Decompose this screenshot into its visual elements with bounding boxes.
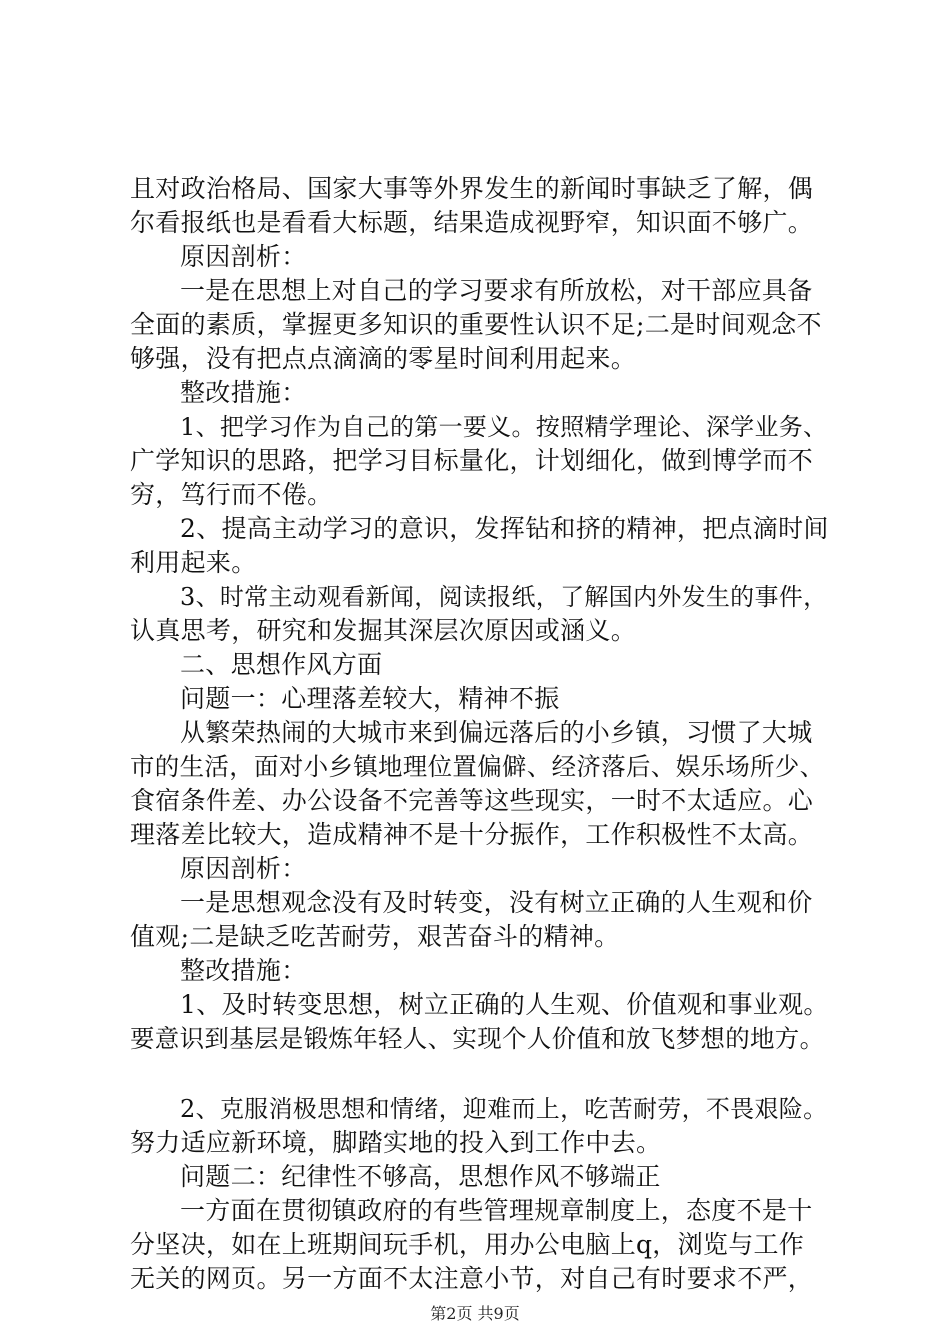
section-label: 原因剖析： [180, 242, 307, 271]
text-line: 认真思考，研究和发掘其深层次原因或涵义。 [130, 616, 637, 645]
problem-heading: 问题二：纪律性不够高，思想作风不够端正 [180, 1162, 661, 1191]
text-line: 理落差比较大，造成精神不是十分振作，工作积极性不太高。 [130, 820, 814, 849]
text-line: 努力适应新环境，脚踏实地的投入到工作中去。 [130, 1128, 662, 1157]
text-line: 广学知识的思路，把学习目标量化，计划细化，做到博学而不 [130, 446, 814, 475]
text-line: 分坚决，如在上班期间玩手机，用办公电脑上q，浏览与工作 [130, 1230, 805, 1259]
text-line: 利用起来。 [130, 548, 257, 577]
text-line: 一方面在贯彻镇政府的有些管理规章制度上，态度不是十 [180, 1196, 813, 1225]
page-number-footer: 第2页 共9页 [430, 1304, 520, 1323]
section-label: 整改措施： [180, 956, 307, 985]
text-line: 2、提高主动学习的意识，发挥钻和挤的精神，把点滴时间 [180, 514, 829, 543]
text-line: 无关的网页。另一方面不太注意小节，对自己有时要求不严， [130, 1264, 814, 1293]
text-line: 2、克服消极思想和情绪，迎难而上，吃苦耐劳，不畏艰险。 [180, 1095, 828, 1123]
text-line: 值观;二是缺乏吃苦耐劳，艰苦奋斗的精神。 [130, 922, 620, 951]
text-line: 1、把学习作为自己的第一要义。按照精学理论、深学业务、 [180, 413, 828, 441]
section-heading: 二、思想作风方面 [180, 650, 383, 679]
section-label: 原因剖析： [180, 854, 307, 883]
text-line: 要意识到基层是锻炼年轻人、实现个人价值和放飞梦想的地方。 [130, 1024, 825, 1053]
problem-heading: 问题一：心理落差较大，精神不振 [180, 684, 560, 713]
text-line: 食宿条件差、办公设备不完善等这些现实，一时不太适应。心 [130, 786, 814, 815]
text-line: 且对政治格局、国家大事等外界发生的新闻时事缺乏了解，偶 [130, 174, 814, 203]
text-line: 市的生活，面对小乡镇地理位置偏僻、经济落后、娱乐场所少、 [130, 752, 825, 781]
text-line: 3、时常主动观看新闻，阅读报纸，了解国内外发生的事件， [180, 583, 828, 611]
text-line: 够强，没有把点点滴滴的零星时间利用起来。 [130, 344, 637, 373]
text-line: 从繁荣热闹的大城市来到偏远落后的小乡镇，习惯了大城 [180, 718, 813, 747]
text-line: 穷，笃行而不倦。 [130, 480, 333, 509]
text-line: 全面的素质，掌握更多知识的重要性认识不足;二是时间观念不 [130, 310, 822, 339]
section-label: 整改措施： [180, 378, 307, 407]
text-line: 一是在思想上对自己的学习要求有所放松，对干部应具备 [180, 276, 813, 305]
text-line: 一是思想观念没有及时转变，没有树立正确的人生观和价 [180, 888, 813, 917]
text-line: 尔看报纸也是看看大标题，结果造成视野窄，知识面不够广。 [130, 208, 814, 237]
text-line: 1、及时转变思想，树立正确的人生观、价值观和事业观。 [180, 990, 829, 1019]
